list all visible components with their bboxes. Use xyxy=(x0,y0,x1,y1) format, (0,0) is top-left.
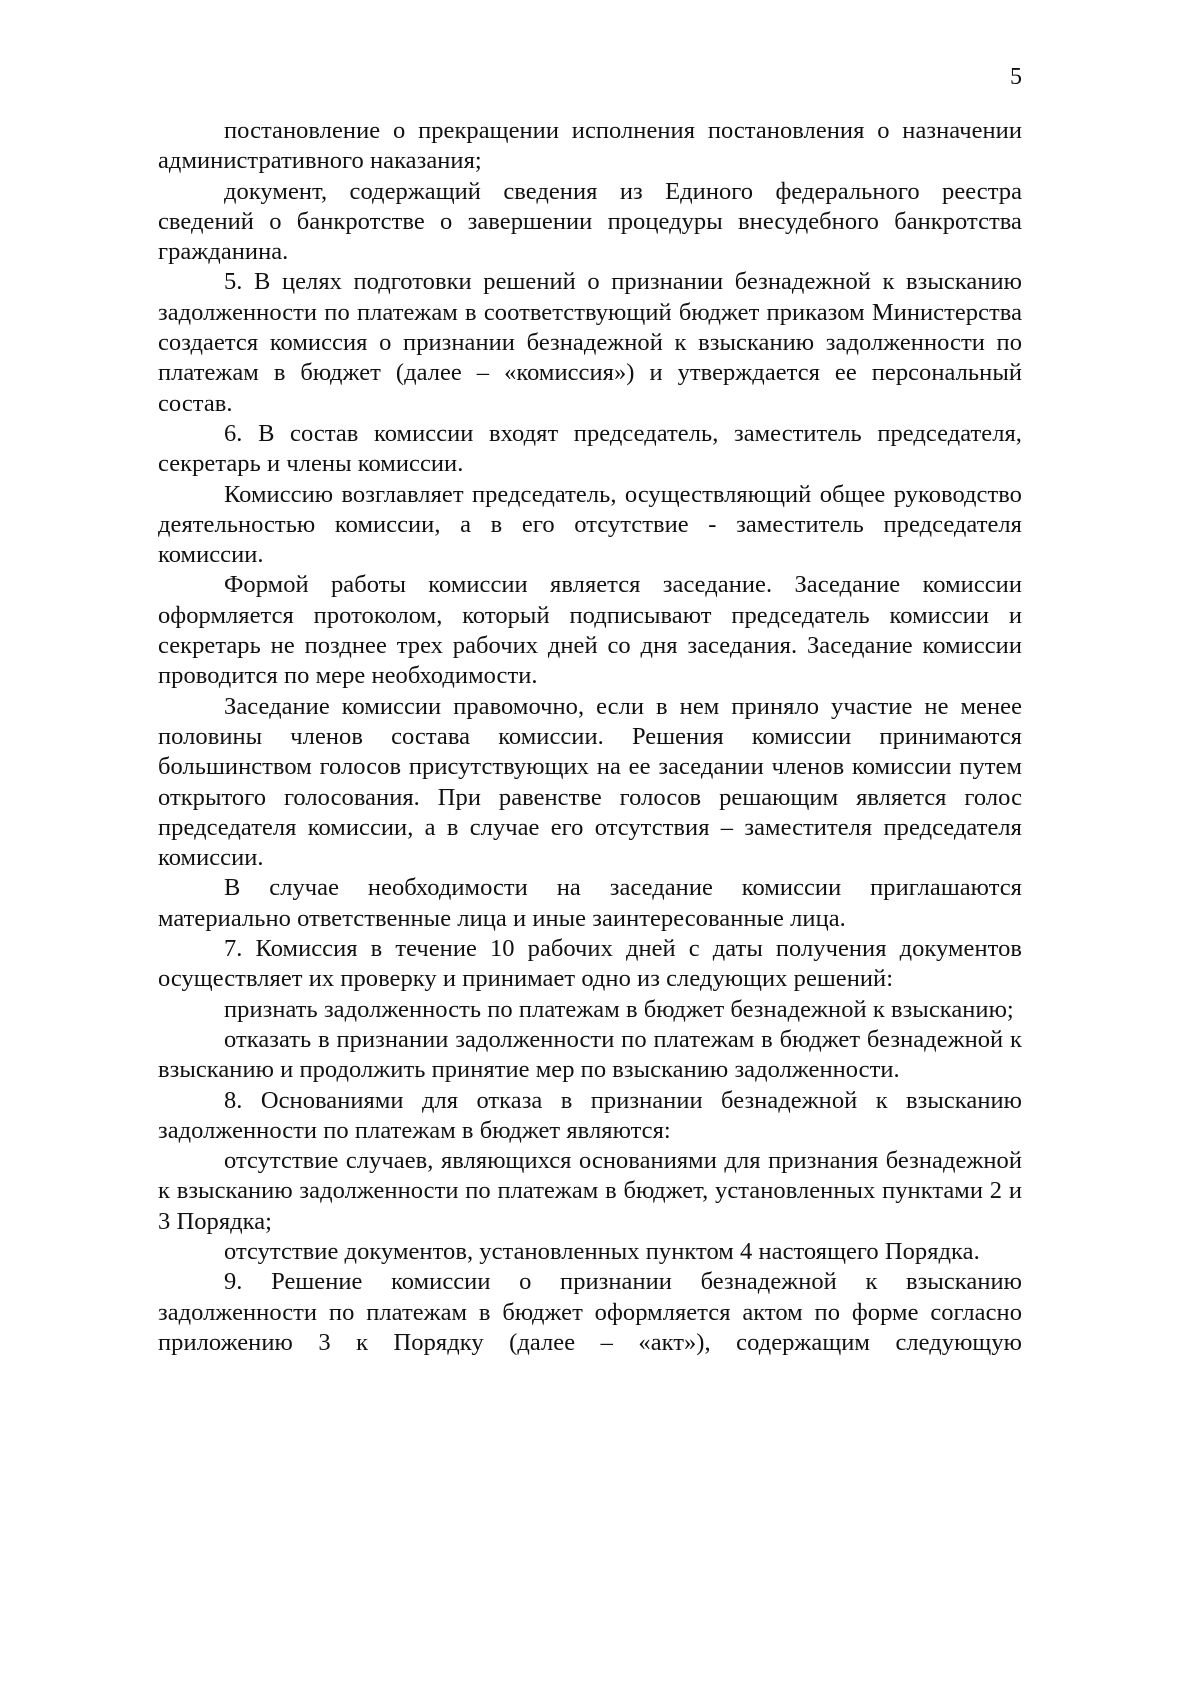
paragraph-decision-refuse: отказать в признании задолженности по платежам в бюджет безнадежной к взысканию и продолжить принятие мер по взысканию задолженности. xyxy=(158,1025,1022,1084)
document-body xyxy=(158,116,1022,1358)
paragraph-resolution-termination: постановление о прекращении исполнения постановления о назначении административного наказания; xyxy=(158,117,1022,175)
paragraph-refusal-ground-cases: отсутствие случаев, являющихся основаниями для признания безнадежной к взысканию задолженности по платежам в бюджет, установленных пунктами 2 и 3 Порядка; xyxy=(158,1147,1022,1235)
page-number: 5 xyxy=(1010,64,1022,90)
paragraph-invitees: В случае необходимости на заседание комиссии приглашаются материально ответственные лица и иные заинтересованные лица. xyxy=(158,874,1022,932)
paragraph-item-6: 6. В состав комиссии входят председатель, заместитель председателя, секретарь и члены комиссии. xyxy=(158,419,1022,478)
paragraph-item-9: 9. Решение комиссии о признании безнадежной к взысканию задолженности по платежам в бюджет оформляется актом по форме согласно приложению 3 к Порядку (далее – «акт»), содержащим следующую xyxy=(158,1268,1022,1356)
paragraph-commission-head: Комиссию возглавляет председатель, осуществляющий общее руководство деятельностью комиссии, а в его отсутствие - заместитель председателя комиссии. xyxy=(158,480,1022,569)
paragraph-refusal-ground-documents: отсутствие документов, установленных пунктом 4 настоящего Порядка. xyxy=(224,1237,980,1265)
paragraph-item-8: 8. Основаниями для отказа в признании безнадежной к взысканию задолженности по платежам в бюджет являются: xyxy=(158,1086,1022,1144)
paragraph-bankruptcy-document: документ, содержащий сведения из Единого федерального реестра сведений о банкротстве о завершении процедуры внесудебного банкротства гражданина. xyxy=(158,177,1022,266)
paragraph-quorum: Заседание комиссии правомочно, если в нем приняло участие не менее половины членов состава комиссии. Решения комиссии принимаются большинством голосов присутствующих на ее заседании членов комиссии путем открытого голосования. При равенстве голосов решающим является голос председателя комиссии, а в случае его отсутствия – заместителя председателя комиссии. xyxy=(158,692,1022,872)
paragraph-meeting-form: Формой работы комиссии является заседание. Заседание комиссии оформляется протоколом, который подписывают председатель комиссии и секретарь не позднее трех рабочих дней со дня заседания. Заседание комиссии проводится по мере необходимости. xyxy=(158,571,1022,690)
paragraph-decision-recognize: признать задолженность по платежам в бюджет безнадежной к взысканию; xyxy=(224,995,1014,1023)
paragraph-item-5: 5. В целях подготовки решений о признании безнадежной к взысканию задолженности по платежам в соответствующий бюджет приказом Министерства создается комиссия о признании безнадежной к взысканию задолженности по платежам в бюджет (далее – «комиссия») и утверждается ее персональный состав. xyxy=(158,268,1022,417)
paragraph-item-7: 7. Комиссия в течение 10 рабочих дней с даты получения документов осуществляет их проверку и принимает одно из следующих решений: xyxy=(158,935,1022,993)
